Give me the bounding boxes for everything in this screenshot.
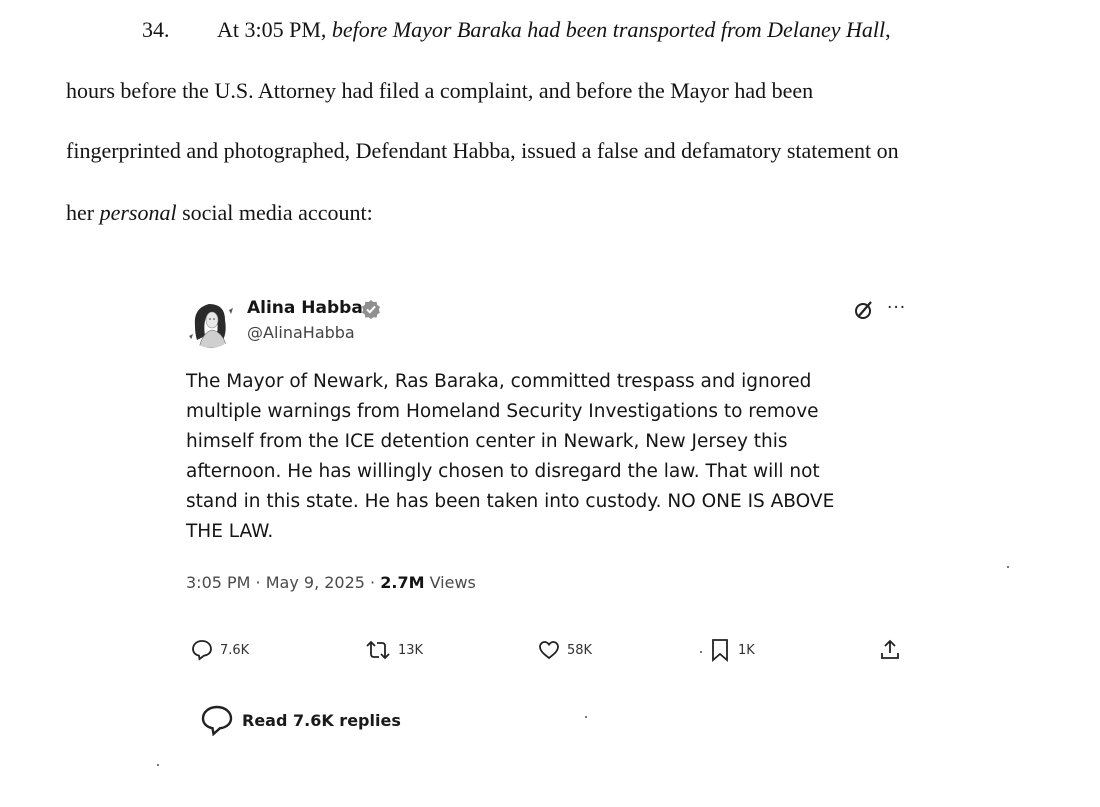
grok-icon[interactable] <box>853 299 875 321</box>
scan-speck <box>585 716 587 718</box>
scan-speck <box>157 764 159 766</box>
like-button[interactable] <box>537 637 592 663</box>
bookmark-count: 1K <box>738 642 755 658</box>
scan-speck <box>1007 566 1009 568</box>
like-icon <box>537 638 561 662</box>
read-replies-button[interactable] <box>200 704 401 736</box>
share-icon <box>878 637 902 663</box>
line4-start: her <box>66 200 100 225</box>
tweet-time[interactable]: 3:05 PM <box>186 573 251 592</box>
tweet-body-line: The Mayor of Newark, Ras Baraka, committed trespass and ignored <box>186 371 812 392</box>
bookmark-button[interactable] <box>708 637 755 663</box>
line1-plain: At 3:05 PM, <box>217 17 332 42</box>
paragraph-line-4 <box>66 200 373 226</box>
repost-icon <box>364 638 392 662</box>
tweet-body-line: multiple warnings from Homeland Security Investigations to remove <box>186 401 819 422</box>
bookmark-icon <box>708 637 732 663</box>
reply-icon <box>200 704 234 736</box>
tweet-date[interactable]: May 9, 2025 <box>265 573 365 592</box>
tweet-body-line: himself from the ICE detention center in Newark, New Jersey this <box>186 431 788 452</box>
reply-button[interactable] <box>190 637 249 663</box>
meta-separator: · <box>250 573 266 592</box>
read-replies-label: Read 7.6K replies <box>242 710 401 730</box>
tweet-body <box>186 367 906 547</box>
share-button[interactable] <box>878 637 908 663</box>
like-count: 58K <box>567 642 593 658</box>
paragraph-number: 34. <box>142 17 170 42</box>
tweet-body-line: stand in this state. He has been taken into custody. NO ONE IS ABOVE <box>186 491 835 512</box>
more-icon[interactable]: ··· <box>887 298 907 318</box>
repost-count: 13K <box>398 642 424 658</box>
meta-separator: · <box>364 573 381 592</box>
paragraph-line-3: fingerprinted and photographed, Defendant Habba, issued a false and defamatory statement on <box>66 138 899 163</box>
paragraph-line-2: hours before the U.S. Attorney had filed a complaint, and before the Mayor had been <box>66 78 814 103</box>
author-name[interactable]: Alina Habba <box>247 298 363 318</box>
avatar[interactable] <box>185 296 237 348</box>
reply-icon <box>190 638 214 662</box>
line1-end: , <box>885 17 891 42</box>
views-count: 2.7M <box>380 573 425 592</box>
scan-speck <box>700 651 702 653</box>
views-label: Views <box>424 573 476 592</box>
reply-count: 7.6K <box>220 642 250 658</box>
line4-italic: personal <box>99 200 177 225</box>
tweet-meta <box>186 573 476 592</box>
tweet-body-line: THE LAW. <box>186 521 274 542</box>
line4-end: social media account: <box>176 200 373 225</box>
author-handle[interactable]: @AlinaHabba <box>247 323 355 342</box>
tweet-body-line: afternoon. He has willingly chosen to disregard the law. That will not <box>186 461 820 482</box>
line1-italic: before Mayor Baraka had been transported from Delaney Hall <box>331 17 886 42</box>
verified-icon <box>361 299 381 319</box>
repost-button[interactable] <box>364 637 423 663</box>
